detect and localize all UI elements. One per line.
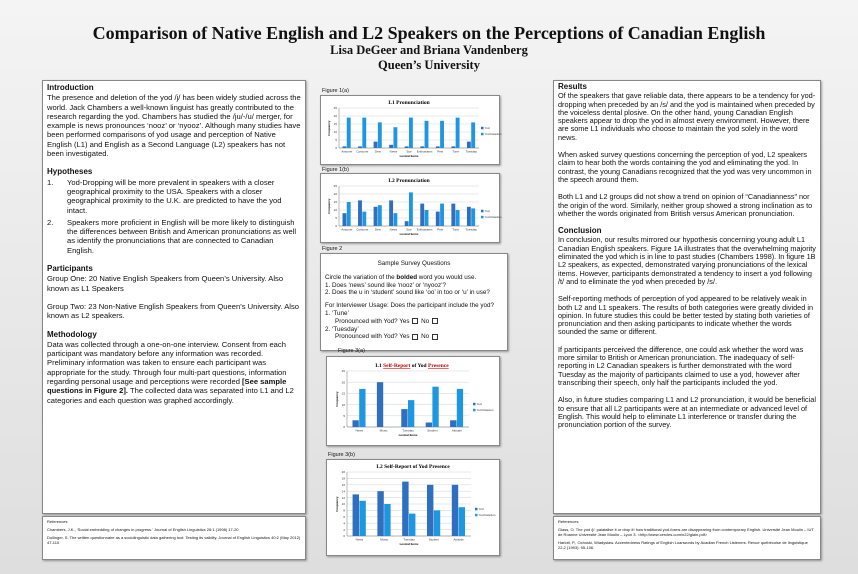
- bar-yod: [451, 204, 455, 226]
- results-paragraph-1: Of the speakers that gave reliable data, there appears to be a tendency for yod-dropping when preceded by an /s/ and the yod is maintained when preceded by the voiceless dental plosive. On the other hand, young Canadian English speakers appear to drop the yod in almost every environment. However, there are some L1 individuals who choose to maintain the yod solely in the word news.: [558, 91, 816, 142]
- x-tick-label: Pew: [437, 227, 444, 232]
- no-label: No: [421, 317, 430, 325]
- y-tick-label: 15: [341, 391, 345, 396]
- bar-yod-deletion: [409, 192, 413, 226]
- references-heading: References: [558, 519, 579, 524]
- hypothesis-number: 1.: [47, 177, 54, 187]
- bar-yod-deletion: [440, 204, 444, 226]
- bar-yod-deletion: [456, 118, 460, 148]
- legend-swatch: [481, 127, 484, 130]
- x-tick-label: Costume: [356, 227, 369, 232]
- methodology-text-b: The collected data was separated into L1 and L2 categories and each question was graphed accordingly.: [47, 386, 294, 405]
- x-tick-label: News: [355, 428, 363, 433]
- legend-entry: Yod Deletion: [478, 513, 496, 517]
- bar-yod: [374, 207, 378, 226]
- bar-yod: [451, 146, 455, 148]
- x-axis-label: Lexical Items: [399, 542, 419, 546]
- x-tick-label: Music: [380, 537, 389, 542]
- bar-yod-deletion: [471, 208, 475, 226]
- x-tick-label: Attitude: [453, 537, 464, 542]
- legend-entry: Yod: [478, 507, 484, 511]
- x-tick-label: Attitude: [451, 428, 462, 433]
- legend-entry: Yod: [484, 209, 490, 213]
- bar-yod: [450, 420, 456, 427]
- hypotheses-heading: Hypotheses: [47, 167, 93, 177]
- hypothesis-item: [47, 178, 301, 215]
- bar-yod: [452, 485, 458, 536]
- yes-checkbox[interactable]: [412, 334, 418, 340]
- x-tick-label: News: [355, 537, 364, 542]
- hypothesis-text: Yod-Dropping will be more prevalent in speakers with a closer geographical proximity to the USA. Speakers with a closer geographical proximity to the U.K. are predicted to have the yod intact.: [67, 177, 282, 215]
- y-tick-label: 12: [341, 495, 345, 500]
- y-tick-label: 5: [335, 138, 337, 143]
- survey-pronounced-row: [325, 318, 503, 326]
- bar-yod: [358, 146, 362, 148]
- survey-pronounced-row: [325, 333, 503, 341]
- survey-instr-bold: bolded: [396, 273, 418, 281]
- bar-yod: [405, 146, 409, 148]
- no-checkbox[interactable]: [432, 318, 438, 324]
- bar-yod: [377, 382, 383, 427]
- hypothesis-number: 2.: [47, 217, 54, 227]
- bar-yod-deletion: [409, 514, 415, 536]
- methodology-text: [47, 340, 301, 405]
- methodology-text-a: Data was collected through a one-on-one interview. Consent from each participant was mandatory before any information was recorded. Preliminary information was taken to ensure each participant was appropriate for the study. Through four multi-part questions, information regarding personal usage and perceptions were recorded: [47, 339, 287, 387]
- x-tick-label: Dew: [374, 149, 381, 154]
- x-tick-label: Pew: [437, 149, 444, 154]
- chart-l2-self-report-svg: [327, 460, 499, 555]
- hypothesis-text: Speakers more proficient in English will be more likely to distinguish the differences between British and American pronunciations as well as identify the pronunciations that are connected to Canadian English.: [67, 217, 297, 255]
- bar-yod: [467, 207, 471, 226]
- survey-item-1: 1. ‘Tune’: [325, 309, 349, 317]
- conclusion-heading: Conclusion: [558, 226, 602, 236]
- bar-yod: [401, 409, 407, 427]
- x-tick-label: Assume: [341, 149, 353, 154]
- bar-yod-deletion: [362, 212, 366, 226]
- bar-yod-deletion: [409, 118, 413, 148]
- chart-title-part: of Yod: [410, 363, 428, 369]
- x-tick-label: Student: [427, 428, 438, 433]
- y-tick-label: 0: [335, 224, 337, 229]
- bar-yod: [405, 221, 409, 226]
- yes-checkbox[interactable]: [412, 318, 418, 324]
- legend-swatch: [475, 514, 478, 517]
- bar-yod: [467, 142, 471, 148]
- chart-title-part: L1: [375, 363, 384, 369]
- legend-entry: Yod: [476, 402, 482, 406]
- chart-l2-pronunciation-svg: [321, 174, 502, 242]
- legend-swatch: [481, 133, 484, 136]
- survey-question-1: 1. Does ‘news’ sound like ‘nooz’ or ‘nyooz’?: [325, 281, 446, 289]
- y-tick-label: 10: [341, 502, 345, 507]
- chart-l1-pronunciation: [320, 95, 500, 165]
- bar-yod: [402, 482, 408, 536]
- right-references: [553, 516, 821, 560]
- bar-yod-deletion: [393, 127, 397, 148]
- x-tick-label: Sue: [406, 227, 412, 232]
- legend-entry: Yod Deletion: [476, 408, 494, 412]
- results-paragraph-3: Both L1 and L2 groups did not show a trend on opinion of “Canadianness” nor the origin of the word. Similarly, neither group showed a strong inclination as to whether the words originated from British versus American pronunciation.: [558, 192, 813, 218]
- y-tick-label: 18: [341, 476, 345, 481]
- y-tick-label: 16: [341, 483, 345, 487]
- x-tick-label: Costume: [356, 149, 369, 154]
- intro-text: The presence and deletion of the yod /j/ has been widely studied across the world. Jack Chambers a well-known linguist has greatly contributed to the research regarding the yod. Chambers has studied the /ju/-/u/ merger, for example is news pronounces ‘nooz’ or ‘nyooz’. Although many studies have been performed comparisons of yod usage and perception of Native English (L1) and English as a Second Language (L2) speakers has not been investigated.: [47, 93, 301, 159]
- x-axis-label: Lexical Items: [398, 433, 418, 437]
- bar-yod-deletion: [471, 122, 475, 148]
- chart-l1-self-report: [326, 356, 500, 446]
- bar-yod: [389, 200, 393, 226]
- figure-1b-label: Figure 1(b): [322, 167, 349, 173]
- bar-yod-deletion: [362, 118, 366, 148]
- conclusion-paragraph-1: In conclusion, our results mirrored our hypothesis concerning young adult L1 Canadian English speakers. Figure 1A illustrates that the overwhelming majority eliminated the yod which is in line to past studies (Chambers 1998). In figure 1B L2 speakers, as expected, demonstrated varying pronunciations of the lexical items. However, participants demonstrated a tendency to insert a yod following /t/ and to eliminate the yod when preceded by /s/.: [558, 235, 816, 286]
- methodology-figure-ref: [See sample questions in Figure 2].: [47, 377, 287, 396]
- pronounced-label: Pronounced with Yod? Yes: [335, 333, 410, 341]
- bar-yod-deletion: [459, 507, 465, 536]
- group-two-text: Group Two: 23 Non-Native English Speakers from Queen’s University. Also known as L2 speakers.: [47, 301, 299, 321]
- reference-item: Dollinger, S. The written questionnaire as a sociolinguistic data gathering tool: Testing its validity. Journal of English Linguistics 40:2 (May 2012) 47-110: [47, 535, 301, 545]
- y-tick-label: 5: [343, 414, 345, 418]
- bar-yod-deletion: [393, 213, 397, 226]
- bar-yod: [343, 146, 347, 148]
- chart-title: L2 Pronunciation: [388, 178, 430, 184]
- y-tick-label: 15: [333, 122, 337, 127]
- bar-yod: [358, 200, 362, 226]
- chart-l1-pronunciation-svg: [321, 96, 502, 164]
- survey-instr-b: word you would use.: [417, 273, 477, 281]
- reference-item: Chambers, J.K., ‘Social embedding of changes in progress.’ Journal of English Linguistics 26:1 (1998) 17-20: [47, 527, 239, 532]
- x-tick-label: Music: [379, 428, 388, 433]
- bar-yod-deletion: [440, 121, 444, 148]
- conclusion-paragraph-2: Self-reporting methods of perception of yod appeared to be relatively weak in both L2 and L1 speakers. The results of both categories were greatly divided in opinion. In future studies this could be better tested by stating both varieties of pronunciation and then asking participants to indicate whether the words sounded the same or different.: [558, 294, 814, 337]
- x-tick-label: Enthusiasm: [416, 149, 433, 154]
- chart-title: L2 Self-Report of Yod Presence: [376, 464, 450, 470]
- bar-yod: [420, 146, 424, 148]
- x-tick-label: Sue: [406, 149, 412, 154]
- intro-heading: Introduction: [47, 83, 94, 92]
- legend-entry: Yod Deletion: [484, 132, 502, 136]
- y-tick-label: 8: [343, 508, 345, 513]
- y-axis-label: Frequency: [327, 120, 331, 136]
- survey-title: Sample Survey Questions: [377, 260, 451, 267]
- y-tick-label: 5: [335, 216, 337, 221]
- x-axis-label: Lexical Items: [399, 154, 419, 158]
- legend-swatch: [481, 210, 484, 213]
- no-checkbox[interactable]: [432, 334, 438, 340]
- legend-swatch: [473, 403, 476, 406]
- y-tick-label: 10: [333, 208, 337, 213]
- x-tick-label: Student: [428, 537, 439, 542]
- x-tick-label: Tune: [452, 149, 460, 154]
- survey-instructions: [325, 274, 503, 282]
- survey-instr-a: Circle the variation of the: [325, 273, 397, 281]
- y-tick-label: 20: [341, 470, 345, 475]
- conclusion-paragraph-3: If participants perceived the difference, one could ask whether the word was more similar to British or American pronunciation. The inadequacy of self-reporting in L2 Canadian speakers is further demonstrated with the word Tuesday as the majority of participants claimed to use a yod, however after transcribing their speech, only half the participants included the yod.: [558, 344, 804, 387]
- y-tick-label: 10: [341, 402, 345, 407]
- results-paragraph-2: When asked survey questions concerning the perception of yod, L2 speakers claim to hear both the words containing the yod and eliminating the yod. In contrast, the young Canadians recognized that the yod was very uncommon in the speech around them.: [558, 150, 812, 184]
- bar-yod: [426, 423, 432, 427]
- legend-entry: Yod Deletion: [484, 215, 502, 219]
- bar-yod-deletion: [434, 510, 440, 536]
- survey-question-2: 2. Does the u in ‘student’ sound like ‘oo’ in too or ‘u’ in use?: [325, 289, 490, 297]
- right-column: [553, 80, 821, 514]
- x-tick-label: Tuesday: [465, 149, 477, 154]
- y-tick-label: 20: [333, 114, 337, 119]
- y-tick-label: 0: [343, 425, 345, 430]
- bar-yod-deletion: [347, 202, 351, 226]
- bar-yod-deletion: [425, 121, 429, 148]
- bar-yod-deletion: [359, 389, 365, 427]
- x-axis-label: Lexical Items: [399, 232, 419, 236]
- x-tick-label: Tuesday: [465, 227, 477, 232]
- no-label: No: [421, 333, 430, 341]
- sample-survey-box: [320, 253, 508, 351]
- poster-title: Comparison of Native English and L2 Speakers on the Perceptions of Canadian English: [92, 23, 766, 43]
- y-tick-label: 15: [333, 200, 337, 205]
- x-tick-label: Dew: [374, 227, 381, 232]
- survey-item-2: 2. ‘Tuesday’: [325, 325, 359, 333]
- bar-yod-deletion: [425, 210, 429, 226]
- y-axis-label: Frequency: [335, 391, 339, 407]
- bar-yod-deletion: [408, 400, 414, 427]
- bar-yod-deletion: [384, 504, 390, 536]
- x-tick-label: Tuesday: [403, 537, 415, 542]
- bar-yod: [436, 212, 440, 226]
- bar-yod: [353, 494, 359, 536]
- bar-yod-deletion: [378, 205, 382, 226]
- group-one-text: Group One: 20 Native English Speakers from Queen’s University. Also known as L1 Speakers: [47, 274, 284, 293]
- chart-title: L1 Pronunciation: [388, 100, 430, 106]
- x-tick-label: Enthusiasm: [416, 227, 433, 232]
- survey-interviewer-usage: For Interviewer Usage: Does the participant include the yod?: [325, 302, 495, 310]
- bar-yod-deletion: [457, 389, 463, 427]
- bar-yod: [420, 204, 424, 226]
- chart-title-part: Presence: [428, 363, 449, 369]
- bar-yod-deletion: [347, 118, 351, 148]
- y-tick-label: 0: [335, 146, 337, 151]
- y-tick-label: 6: [343, 515, 345, 519]
- x-tick-label: Tuesday: [402, 428, 414, 433]
- bar-yod: [352, 420, 358, 427]
- poster-authors: Lisa DeGeer and Briana Vandenberg: [330, 43, 528, 57]
- chart-title-part: Self-Report: [383, 363, 411, 369]
- chart-l1-self-report-svg: [327, 357, 499, 445]
- y-tick-label: 10: [333, 130, 337, 135]
- y-tick-label: 0: [343, 534, 345, 539]
- bar-yod-deletion: [456, 210, 460, 226]
- legend-swatch: [473, 409, 476, 412]
- left-column: [42, 80, 306, 514]
- results-heading: Results: [558, 82, 587, 91]
- legend-swatch: [481, 216, 484, 219]
- bar-yod: [389, 145, 393, 148]
- x-tick-label: News: [389, 149, 398, 154]
- poster-institution: Queen’s University: [378, 58, 480, 72]
- bar-yod-deletion: [432, 387, 438, 427]
- figure-3b-label: Figure 3(b): [328, 452, 355, 458]
- reference-item: Harlott, P., Ochoski, Wladyslaw. Accentedness Ratings of English Loanwords by Acadian French Listeners. Revue québécoise de linguistique 22.2 (1993): 95-106.: [558, 540, 808, 550]
- y-tick-label: 4: [343, 521, 345, 526]
- y-tick-label: 20: [333, 192, 337, 197]
- chart-title: [375, 363, 449, 369]
- bar-yod: [343, 213, 347, 226]
- x-tick-label: News: [389, 227, 398, 232]
- hypothesis-item: [47, 218, 301, 255]
- y-tick-label: 14: [341, 489, 345, 494]
- left-references: [42, 516, 306, 560]
- chart-l2-pronunciation: [320, 173, 500, 243]
- y-tick-label: 25: [333, 106, 337, 111]
- legend-entry: Yod: [484, 126, 490, 130]
- x-tick-label: Tune: [452, 227, 460, 232]
- conclusion-paragraph-4: Also, in future studies comparing L1 and L2 pronunciation, it would be beneficial to ensure that all L2 participants were at an intermediate or advanced level of English. This would help to eliminate L1 interference or transfer during the pronunciation portion of the survey.: [558, 395, 816, 430]
- bar-yod: [374, 142, 378, 148]
- methodology-heading: Methodology: [47, 329, 97, 339]
- chart-l2-self-report: [326, 459, 500, 556]
- bar-yod-deletion: [359, 501, 365, 536]
- participants-heading: Participants: [47, 264, 93, 274]
- bar-yod-deletion: [378, 122, 382, 148]
- y-tick-label: 25: [333, 184, 337, 189]
- figure-3a-label: Figure 3(a): [338, 348, 365, 354]
- poster-header: [0, 24, 858, 73]
- reference-item: Glass, O. The yod /j/: palatalise it or drop it! how traditional yod-forms are disappearing from contemporary English. Université Jean Moulin – IUT de Roanne Université Jean Moulin – Lyon 3. <http://www.cercles.com/n22/glain.pdf>: [558, 527, 814, 537]
- pronounced-label: Pronounced with Yod? Yes: [335, 317, 410, 325]
- bar-yod: [427, 485, 433, 536]
- x-tick-label: Assume: [341, 227, 353, 232]
- figure-2-label: Figure 2: [322, 246, 343, 252]
- legend-swatch: [475, 508, 478, 511]
- y-tick-label: 2: [343, 527, 345, 532]
- bar-yod: [377, 491, 383, 536]
- y-axis-label: Frequency: [327, 198, 331, 214]
- references-heading: References: [47, 519, 68, 524]
- figure-1a-label: Figure 1(a): [322, 88, 349, 94]
- bar-yod: [436, 146, 440, 148]
- y-axis-label: Frequency: [335, 496, 339, 512]
- y-tick-label: 25: [341, 369, 345, 374]
- y-tick-label: 20: [341, 380, 345, 385]
